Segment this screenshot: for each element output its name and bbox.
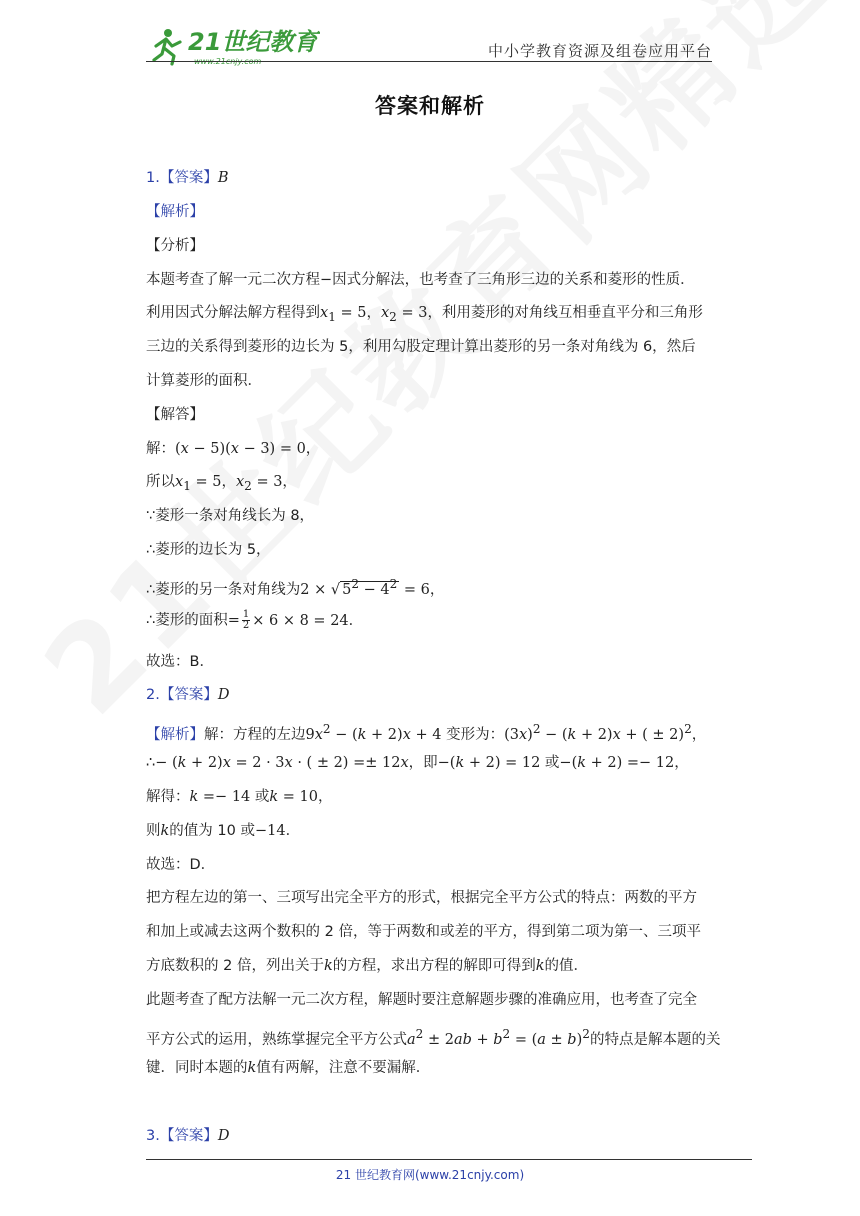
q3-answer-tag: 【答案】: [159, 1128, 218, 1144]
q2-var-k: k: [323, 958, 333, 974]
q1-roots-formula: $x_1 = 5$，$x_2 = 3$: [320, 305, 428, 324]
q1-step-2: [146, 472, 297, 496]
q1-step-1-label: 解：: [146, 441, 175, 457]
q1-fenxi-2a: 利用因式分解法解方程得到: [146, 305, 320, 321]
q2-line-2: [146, 753, 689, 773]
q2-answer: D: [217, 687, 230, 703]
q2-var-k: k: [160, 823, 170, 839]
q1-jieda-tag: 【解答】: [146, 407, 204, 423]
q2-para-3b: 的方程，求出方程的解即可得到: [332, 958, 536, 974]
q2-analysis-tag: 【解析】: [146, 726, 204, 743]
q1-step-6-label: ∴菱形的面积=: [146, 612, 240, 629]
q2-line-3: [146, 787, 333, 807]
q2-line-5: 故选：D．: [146, 857, 216, 873]
logo-text: 21世纪教育: [188, 28, 318, 56]
q2-para-6: [146, 1058, 430, 1078]
q1-step-4: ∴菱形的边长为 5，: [146, 542, 271, 558]
q2-para-3c: 的值．: [544, 958, 589, 974]
q3-answer-line: [146, 1126, 229, 1146]
q2-line-1-pre: 解：方程的左边: [204, 726, 306, 743]
q2-para-6b: 值有两解，注意不要漏解．: [256, 1060, 431, 1076]
q1-step-7: 故选：B．: [146, 654, 214, 670]
q2-line-1: [146, 719, 706, 745]
q1-fenxi-line-4: 计算菱形的面积．: [146, 373, 262, 389]
q2-var-k: k: [535, 958, 545, 974]
q2-equation-square-form: $(3x)^2 - (k + 2)x$ + ( ± 2)$^2$，: [504, 722, 707, 743]
q2-var-k: k: [247, 1060, 257, 1076]
q2-answer-line: [146, 685, 229, 705]
footer-divider: [146, 1159, 752, 1160]
q1-answer: B: [217, 170, 229, 186]
q1-step-6: [146, 610, 363, 631]
q1-answer-tag: 【答案】: [159, 170, 218, 186]
q1-step-3: ∵菱形一条对角线长为 8，: [146, 508, 315, 524]
q1-step-1: [146, 439, 320, 459]
q1-fenxi-tag: 【分析】: [146, 238, 204, 254]
q2-equation-left: $9x^2 - (k + 2)x + 4$: [305, 722, 447, 743]
q2-answer-tag: 【答案】: [159, 687, 218, 703]
q2-para-2: 和加上或减去这两个数积的 2 倍，等于两数和或差的平方，得到第二项为第一、三项平: [146, 924, 701, 940]
q1-answer-line: [146, 168, 229, 188]
q2-line-1-mid: 变形为：: [446, 726, 505, 743]
q3-answer: D: [217, 1128, 230, 1144]
q2-para-5a: 平方公式的运用，熟练掌握完全平方公式: [146, 1031, 407, 1048]
logo-url: www.21cnjy.com: [194, 57, 262, 66]
q2-square-formula: $a^2 \pm 2ab + b^2 = (a \pm b)^2$: [407, 1027, 590, 1048]
q2-case-1: −(k + 2) = 12: [437, 755, 545, 771]
q2-number: 2.: [146, 687, 160, 703]
footer-text: 21 世纪教育网(www.21cnjy.com): [335, 1168, 525, 1182]
q2-para-6a: 键．同时本题的: [146, 1060, 248, 1076]
q2-middle-term-equation: ∴− (k + 2)x = 2 · 3x · ( ± 2) =± 12x: [146, 755, 409, 771]
q1-step-5-label: ∴菱形的另一条对角线为: [146, 581, 301, 598]
q2-line-3-or: 或: [254, 789, 270, 805]
header-platform-text: 中小学教育资源及组卷应用平台: [488, 42, 713, 60]
q3-number: 3.: [146, 1128, 160, 1144]
q2-para-3: [146, 956, 588, 976]
runner-icon: [154, 29, 180, 64]
q2-solution-1: k =− 14: [189, 789, 255, 805]
q2-case-2: −(k + 2) =− 12，: [559, 755, 689, 771]
q2-value-neg14: −14．: [254, 823, 301, 839]
q2-line-3-pre: 解得：: [146, 789, 190, 805]
q2-para-3a: 方底数积的 2 倍，列出关于: [146, 958, 324, 974]
q1-factored-equation: (x − 5)(x − 3) = 0，: [175, 441, 321, 457]
q1-number: 1.: [146, 170, 160, 186]
q2-solution-2: k = 10，: [269, 789, 333, 805]
q1-diagonal-formula: 2 × √ $5^2 - 4^2 = 6$，: [300, 577, 445, 598]
q1-fenxi-line-2: [146, 303, 703, 327]
q1-fenxi-line-1: 本题考查了解一元二次方程−因式分解法，也考查了三角形三边的关系和菱形的性质．: [146, 272, 695, 288]
q1-step-2-label: 所以: [146, 474, 175, 490]
q2-line-4: [146, 821, 300, 841]
q2-para-5: [146, 1024, 720, 1050]
q2-para-1: 把方程左边的第一、三项写出完全平方的形式，根据完全平方公式的特点：两数的平方: [146, 890, 697, 906]
q2-line-2-or: 或: [544, 755, 560, 771]
q2-para-4: 此题考查了配方法解一元二次方程，解题时要注意解题步骤的准确应用，也考查了完全: [146, 992, 697, 1008]
q1-area-formula: $\frac{1}{2}$ × 6 × 8 = 24．: [242, 609, 364, 631]
q2-line-2-sep: ，即: [408, 755, 438, 771]
q1-step-5: [146, 574, 444, 600]
q2-line-4-pre: 则: [146, 823, 161, 839]
page-title: 答案和解析: [375, 94, 485, 118]
q1-analysis-tag: 【解析】: [146, 204, 204, 220]
q1-fenxi-line-3: 三边的关系得到菱形的边长为 5，利用勾股定理计算出菱形的另一条对角线为 6，然后: [146, 339, 696, 355]
q2-para-5b: 的特点是解本题的关: [589, 1031, 721, 1048]
q1-roots: $x_1 = 5$，$x_2 = 3$，: [175, 474, 297, 493]
q2-line-4-mid: 的值为 10 或: [169, 823, 255, 839]
q1-fenxi-2b: ，利用菱形的对角线互相垂直平分和三角形: [427, 305, 703, 321]
site-logo: [150, 24, 320, 70]
